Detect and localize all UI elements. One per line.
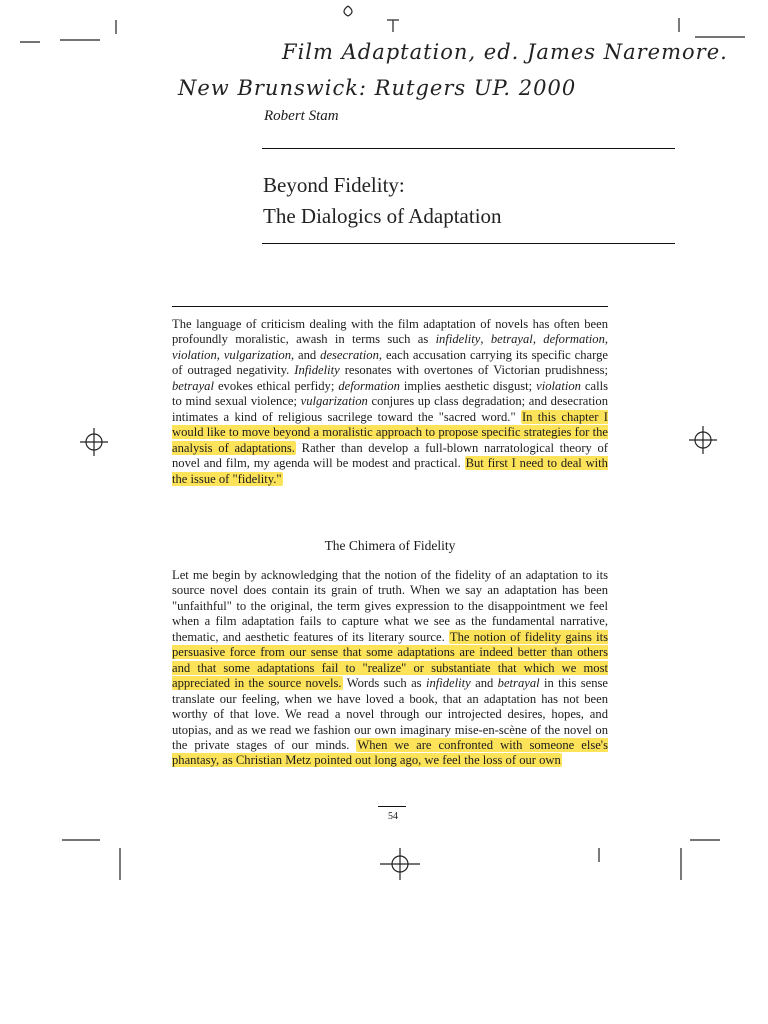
italic-term: Infidelity [294,363,340,378]
paragraph-fidelity [172,568,608,769]
italic-term: violation [536,378,581,393]
italic-term: deformation [543,332,605,347]
text-run: Rather than develop a full-blown narratological theory of novel and film, my agenda will be modest and practical. [172,440,608,471]
chapter-title [263,170,502,232]
highlighted-passage: When we are confronted with someone else's phantasy, as Christian Metz pointed out long ago, we feel the loss of our own [172,737,608,768]
highlighted-passage: In this chapter I would like to move beyond a moralistic approach to propose specific strategies for the analysis of adaptations. [172,409,608,455]
crosshair-bottom-icon [380,848,420,880]
italic-term: betrayal [497,676,540,691]
italic-term: vulgarization [300,394,368,409]
handwritten-citation-line1: Film Adaptation, ed. James Naremore. [282,40,728,64]
italic-term: vulgarization [223,347,291,362]
text-run: , each accusation carrying its specific charge of outraged negativity. [172,347,608,378]
paragraph-intro [172,317,608,487]
rule-under-title [262,243,675,244]
text-run: , [216,347,224,362]
italic-term: violation [172,347,217,362]
text-run: calls to mind sexual violence; [172,378,608,409]
page-number: 54 [388,811,398,822]
text-run: , [604,332,609,347]
text-run: , and [291,347,321,362]
italic-term: desecration [320,347,379,362]
text-run: evokes ethical perfidy; [213,378,339,393]
text-run: , [480,332,491,347]
highlighted-passage: The notion of fidelity gains its persuasive force from our sense that some adaptations are indeed better than others and that some adaptations fail to "realize" or substantiate that which we most appreciated in the source novels. [172,629,608,691]
text-run: resonates with overtones of Victorian prudishness; [339,363,608,378]
text-run: and [470,676,498,691]
italic-term: infidelity [425,676,471,691]
chapter-title-line1: Beyond Fidelity: [263,173,405,197]
crosshair-left-icon [80,428,108,456]
text-run: , [532,332,544,347]
text-run: Words such as [342,676,426,691]
italic-term: betrayal [490,332,533,347]
chapter-author: Robert Stam [264,108,339,124]
rule-above-text [172,306,608,307]
italic-term: infidelity [435,332,481,347]
italic-term: deformation [338,378,400,393]
text-run: conjures up class degradation; and desecration intimates a kind of religious sacrilege toward the "sacred word." [172,394,608,424]
chapter-title-line2: The Dialogics of Adaptation [263,204,502,228]
section-heading: The Chimera of Fidelity [324,538,456,553]
registration-mark-top-icon [344,6,352,16]
rule-top [262,148,675,149]
text-run: implies aesthetic disgust; [399,378,537,393]
highlighted-passage: But first I need to deal with the issue of "fidelity." [172,456,608,486]
text-run: The language of criticism dealing with the film adaptation of novels has often been profoundly moralistic, awash in terms such as [172,317,608,347]
handwritten-citation-line2: New Brunswick: Rutgers UP. 2000 [178,76,577,100]
rule-above-folio [378,806,406,807]
italic-term: betrayal [172,378,214,393]
text-run: in this sense translate our feeling, when we have loved a book, that an adaptation has not been worthy of that love. We read a novel through our introjected desires, hopes, and utopias, and as we read we fashion our own imaginary mise-en-scène of the novel on the private stages of our minds. [172,676,609,752]
crosshair-right-icon [689,426,717,454]
text-run: Let me begin by acknowledging that the notion of the fidelity of an adaptation to its source novel does contain its grain of truth. When we say an adaptation has been "unfaithful" to the original, the term gives expression to the disappointment we feel when a film adaptation fails to capture what we see as the fundamental narrative, thematic, and aesthetic features of its literary source. [172,568,608,644]
